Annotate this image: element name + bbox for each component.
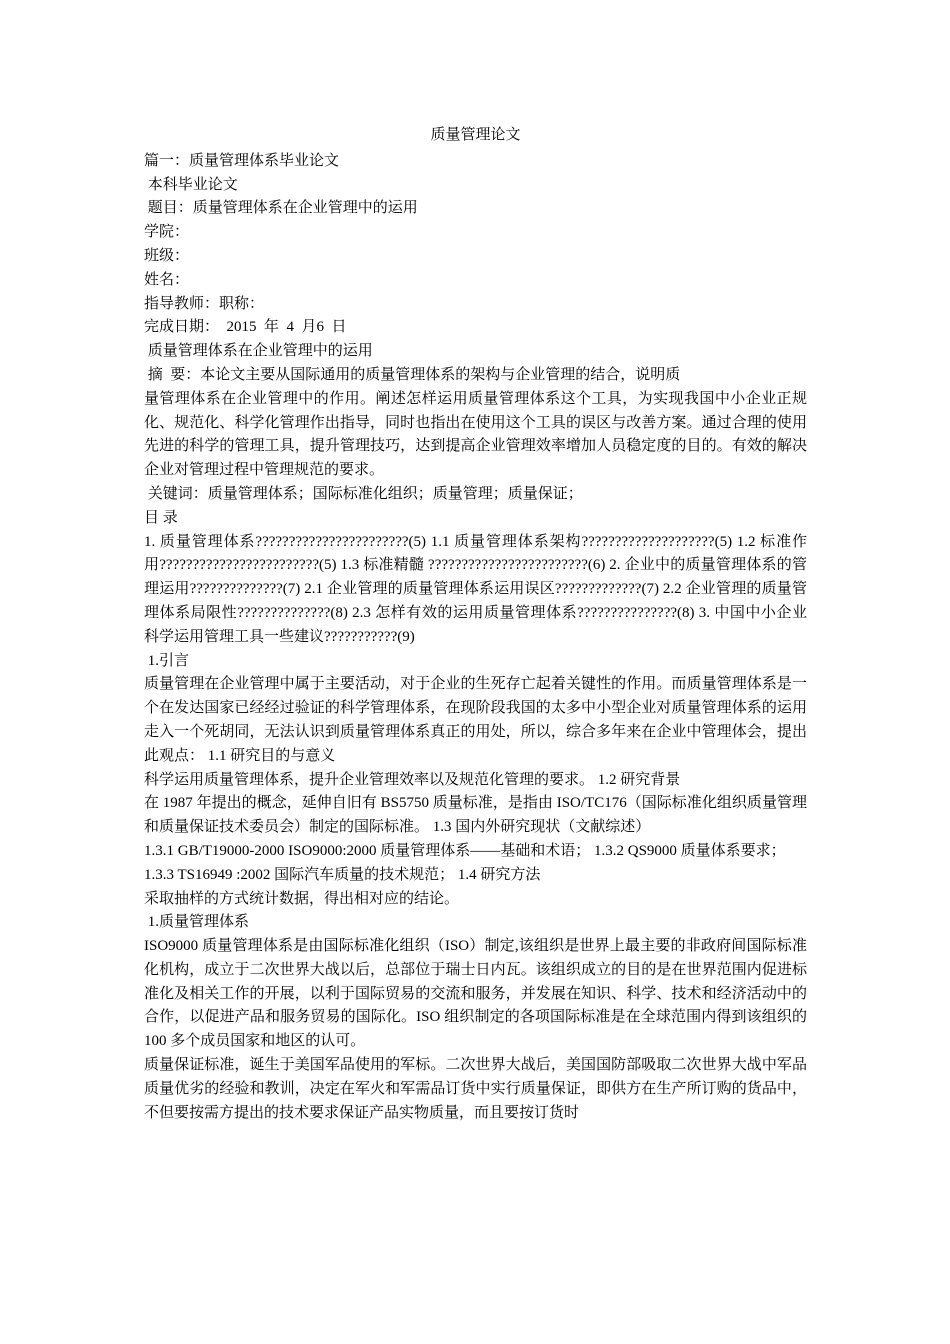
standards-paragraph: 1.3.1 GB/T19000-2000 ISO9000:2000 质量管理体系——基础和术语； 1.3.2 QS9000 质量体系要求； — [144, 842, 786, 859]
method-paragraph: 采取抽样的方式统计数据，得出相对应的结论。 — [144, 890, 460, 907]
keywords-line: 关键词：质量管理体系；国际标准化组织；质量管理；质量保证； — [144, 485, 583, 502]
text-line: 摘 要：本论文主要从国际通用的质量管理体系的架构与企业管理的结合，说明质 — [144, 366, 681, 383]
text-line: 本科毕业论文 — [144, 176, 238, 193]
text-line: 班级： — [144, 247, 190, 264]
text-line: 完成日期： 2015 年 4 月6 日 — [144, 319, 347, 336]
abstract-paragraph: 量管理体系在企业管理中的作用。阐述怎样运用质量管理体系这个工具，为实现我国中小企业正规化、规范化、科学化管理作出指导，同时也指出在使用这个工具的误区与改善方案。通过合理的使用先进的科学的管理工具，提升管理技巧，达到提高企业管理效率增加人员稳定度的目的。有效的解决企业对管理过程中管理规范的要求。 — [144, 390, 807, 479]
intro-paragraph: 质量管理在企业管理中属于主要活动，对于企业的生死存亡起着关键性的作用。而质量管理体系是一个在发达国家已经经过验证的科学管理体系，在现阶段我国的太多中小型企业对质量管理体系的运用走入一个死胡同，无法认识到质量管理体系真正的用处，所以，综合多年来在企业中管理体会，提出此观点： 1.1 研究目的与意义 — [144, 676, 807, 764]
text-line: 质量管理体系在企业管理中的运用 — [144, 343, 373, 360]
document-page — [144, 124, 807, 1125]
iso-paragraph: ISO9000 质量管理体系是由国际标准化组织（ISO）制定,该组织是世界上最主要的非政府间国际标准化机构，成立于二次世界大战以后，总部位于瑞士日内瓦。该组织成立的目的是在世界范围内促进标准化及相关工作的开展，以利于国际贸易的交流和服务，并发展在知识、科学、技术和经济活动中的合作，以促进产品和服务贸易的国际化。ISO 组织制定的各项国际标准是在全球范围内得到该组织的 100 多个成员国家和地区的认可。 — [144, 938, 807, 1050]
toc-paragraph: 1. 质量管理体系???????????????????????(5) 1.1 质量管理体系架构????????????????????(5) 1.2 标准作用????????????????????????(5) 1.3 标准精髓 ????????????????????????(6) 2. 企业中的质量管理体系的管理运用??????????????(7) 2.1 企业管理的质量管理体系运用误区?????????????(7) 2.2 企业管理的质量管理体系局限性??????????????(8) 2.3 怎样有效的运用质量管理体系???????????????(8) 3. 中国中小企业科学运用管理工具一些建议???????????(9) — [144, 533, 807, 645]
text-line: 篇一：质量管理体系毕业论文 — [144, 152, 340, 169]
text-line: 学院： — [144, 224, 190, 241]
document-title: 质量管理论文 — [430, 127, 521, 143]
section-heading: 1.质量管理体系 — [144, 914, 250, 931]
qa-paragraph: 质量保证标准，诞生于美国军品使用的军标。二次世界大战后，美国国防部吸取二次世界大战中军品质量优劣的经验和教训，决定在军火和军需品订货中实行质量保证，即供方在生产所订购的货品中，不但要按需方提出的技术要求保证产品实物质量，而且要按订货时 — [144, 1057, 807, 1121]
text-line: 题目：质量管理体系在企业管理中的运用 — [144, 200, 418, 217]
ts-paragraph: 1.3.3 TS16949 :2002 国际汽车质量的技术规范； 1.4 研究方法 — [144, 866, 541, 883]
section-heading: 1.引言 — [144, 652, 190, 669]
purpose-paragraph: 科学运用质量管理体系，提升企业管理效率以及规范化管理的要求。 1.2 研究背景 — [144, 771, 681, 788]
text-line: 姓名： — [144, 271, 190, 288]
background-paragraph: 在 1987 年提出的概念，延伸自旧有 BS5750 质量标准，是指由 ISO/TC176（国际标准化组织质量管理和质量保证技术委员会）制定的国际标准。 1.3 国内外研究现状（文献综述） — [144, 795, 807, 836]
text-line: 指导教师：职称： — [144, 295, 265, 312]
toc-heading: 目 录 — [144, 509, 178, 526]
